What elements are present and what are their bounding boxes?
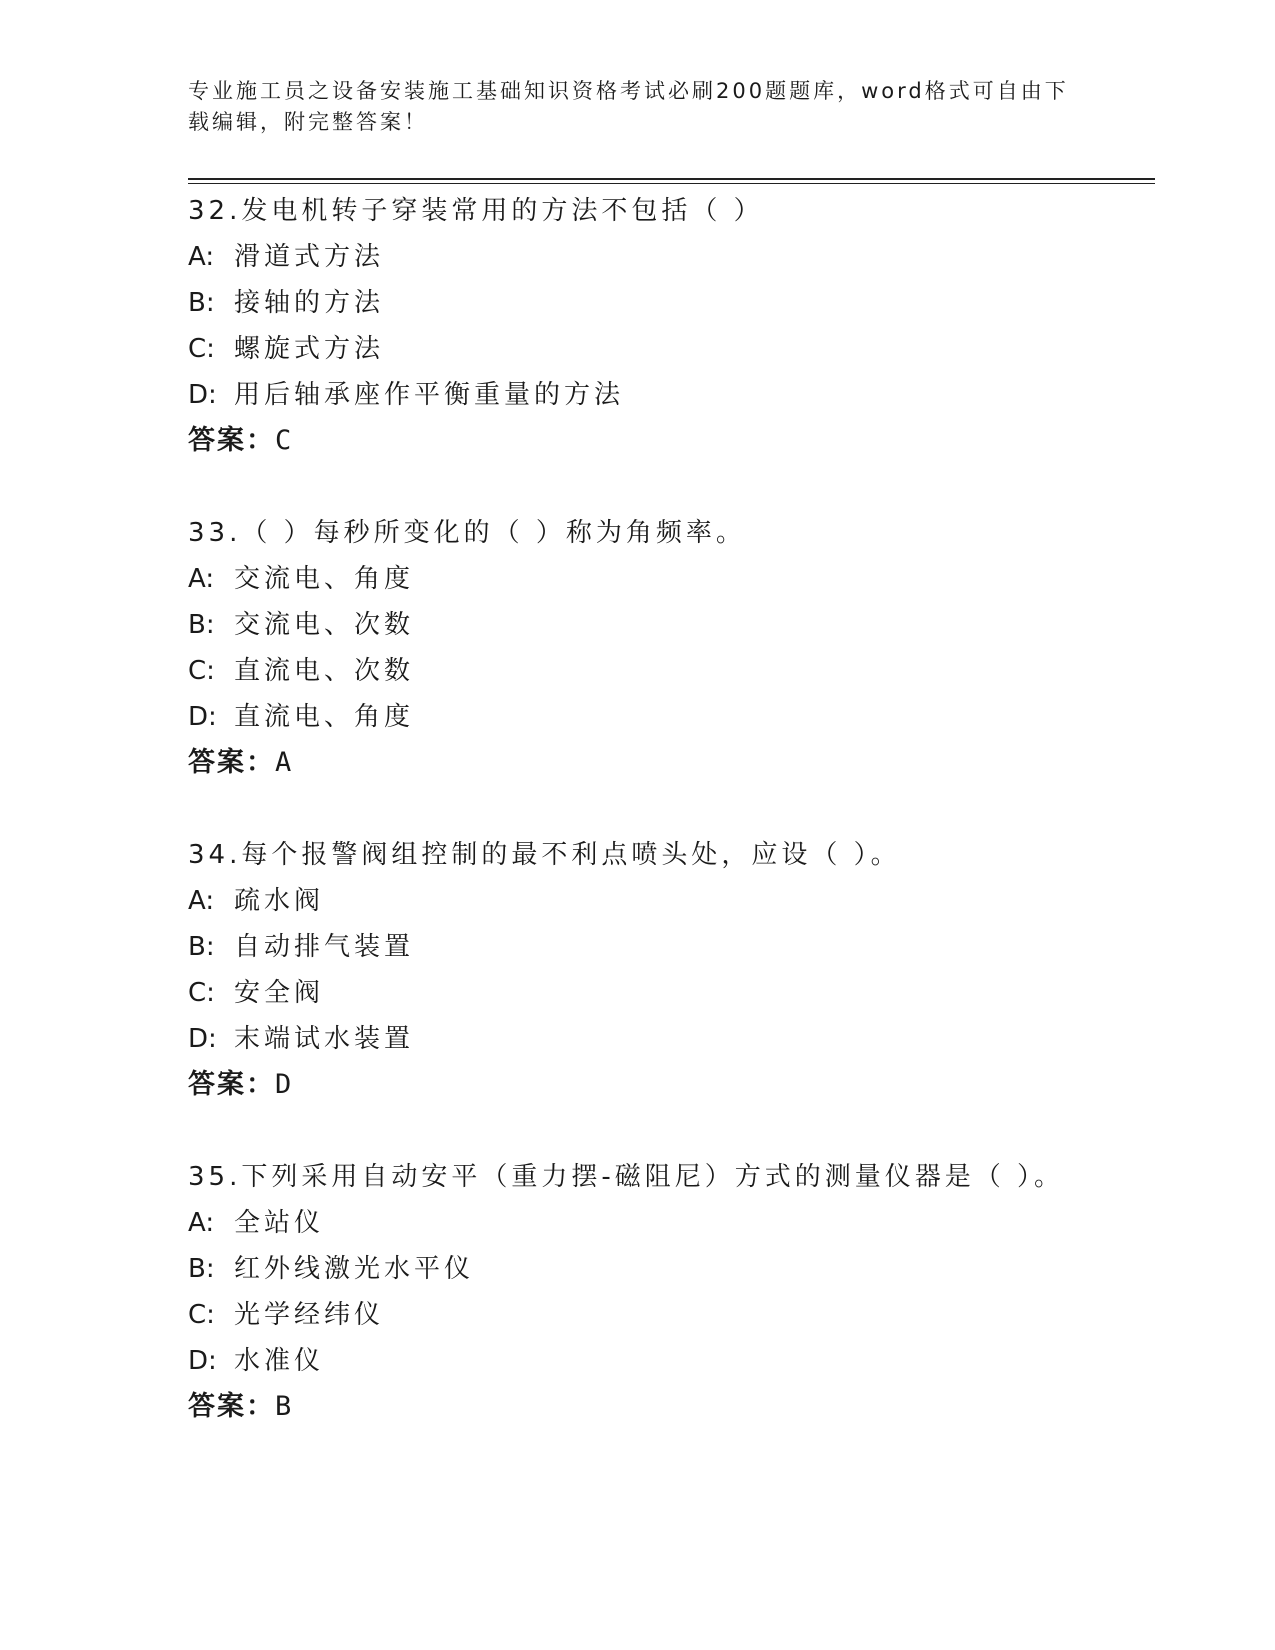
option-b: [188, 602, 1148, 648]
answer-label: 答案：: [188, 747, 275, 778]
answer-value: A: [275, 747, 294, 778]
option-key: B:: [188, 610, 215, 640]
option-key: A:: [188, 564, 215, 594]
option-key: C:: [188, 978, 215, 1008]
option-key: B:: [188, 288, 215, 318]
option-key: D:: [188, 380, 217, 410]
option-d: [188, 372, 1148, 418]
option-c: [188, 326, 1148, 372]
question-33: [188, 510, 1148, 786]
option-key: A:: [188, 242, 215, 272]
question-stem: 33.（ ）每秒所变化的（ ）称为角频率。: [188, 518, 746, 548]
option-text: 全站仪: [234, 1208, 325, 1238]
option-key: B:: [188, 932, 215, 962]
option-key: A:: [188, 886, 215, 916]
answer-value: B: [275, 1391, 294, 1422]
answer-line: [188, 418, 1148, 464]
option-key: D:: [188, 1346, 217, 1376]
option-text: 光学经纬仪: [234, 1300, 385, 1330]
option-text: 末端试水装置: [234, 1024, 415, 1054]
option-text: 红外线激光水平仪: [234, 1254, 475, 1284]
option-d: [188, 694, 1148, 740]
option-c: [188, 970, 1148, 1016]
option-d: [188, 1338, 1148, 1384]
option-key: B:: [188, 1254, 215, 1284]
document-header: 专业施工员之设备安装施工基础知识资格考试必刷200题题库，word格式可自由下载编辑，附完整答案！: [188, 79, 1069, 134]
question-list: [188, 188, 1148, 1476]
option-key: C:: [188, 334, 215, 364]
question-stem: 34.每个报警阀组控制的最不利点喷头处，应设（ ）。: [188, 840, 901, 870]
option-text: 自动排气装置: [234, 932, 415, 962]
option-b: [188, 924, 1148, 970]
question-35: [188, 1154, 1148, 1430]
option-c: [188, 1292, 1148, 1338]
answer-line: [188, 740, 1148, 786]
option-b: [188, 1246, 1148, 1292]
question-34: [188, 832, 1148, 1108]
header-divider-thick: [188, 178, 1155, 180]
option-key: C:: [188, 656, 215, 686]
option-d: [188, 1016, 1148, 1062]
answer-line: [188, 1384, 1148, 1430]
answer-line: [188, 1062, 1148, 1108]
option-a: [188, 1200, 1148, 1246]
answer-label: 答案：: [188, 425, 275, 456]
answer-label: 答案：: [188, 1069, 275, 1100]
question-32: [188, 188, 1148, 464]
option-key: C:: [188, 1300, 215, 1330]
option-a: [188, 878, 1148, 924]
option-key: A:: [188, 1208, 215, 1238]
option-text: 疏水阀: [234, 886, 325, 916]
option-text: 交流电、次数: [234, 610, 415, 640]
option-a: [188, 556, 1148, 602]
option-text: 接轴的方法: [234, 288, 385, 318]
header-divider-thin: [188, 183, 1155, 184]
option-key: D:: [188, 702, 217, 732]
answer-value: D: [275, 1069, 294, 1100]
option-text: 直流电、角度: [234, 702, 415, 732]
option-b: [188, 280, 1148, 326]
option-text: 安全阀: [234, 978, 325, 1008]
question-stem: 32.发电机转子穿装常用的方法不包括（ ）: [188, 196, 764, 226]
answer-label: 答案：: [188, 1391, 275, 1422]
option-a: [188, 234, 1148, 280]
option-text: 螺旋式方法: [234, 334, 385, 364]
option-key: D:: [188, 1024, 217, 1054]
option-text: 滑道式方法: [234, 242, 385, 272]
option-c: [188, 648, 1148, 694]
question-stem: 35.下列采用自动安平（重力摆-磁阻尼）方式的测量仪器是（ ）。: [188, 1162, 1064, 1192]
option-text: 水准仪: [234, 1346, 325, 1376]
option-text: 交流电、角度: [234, 564, 415, 594]
option-text: 用后轴承座作平衡重量的方法: [234, 380, 625, 410]
option-text: 直流电、次数: [234, 656, 415, 686]
answer-value: C: [275, 425, 294, 456]
